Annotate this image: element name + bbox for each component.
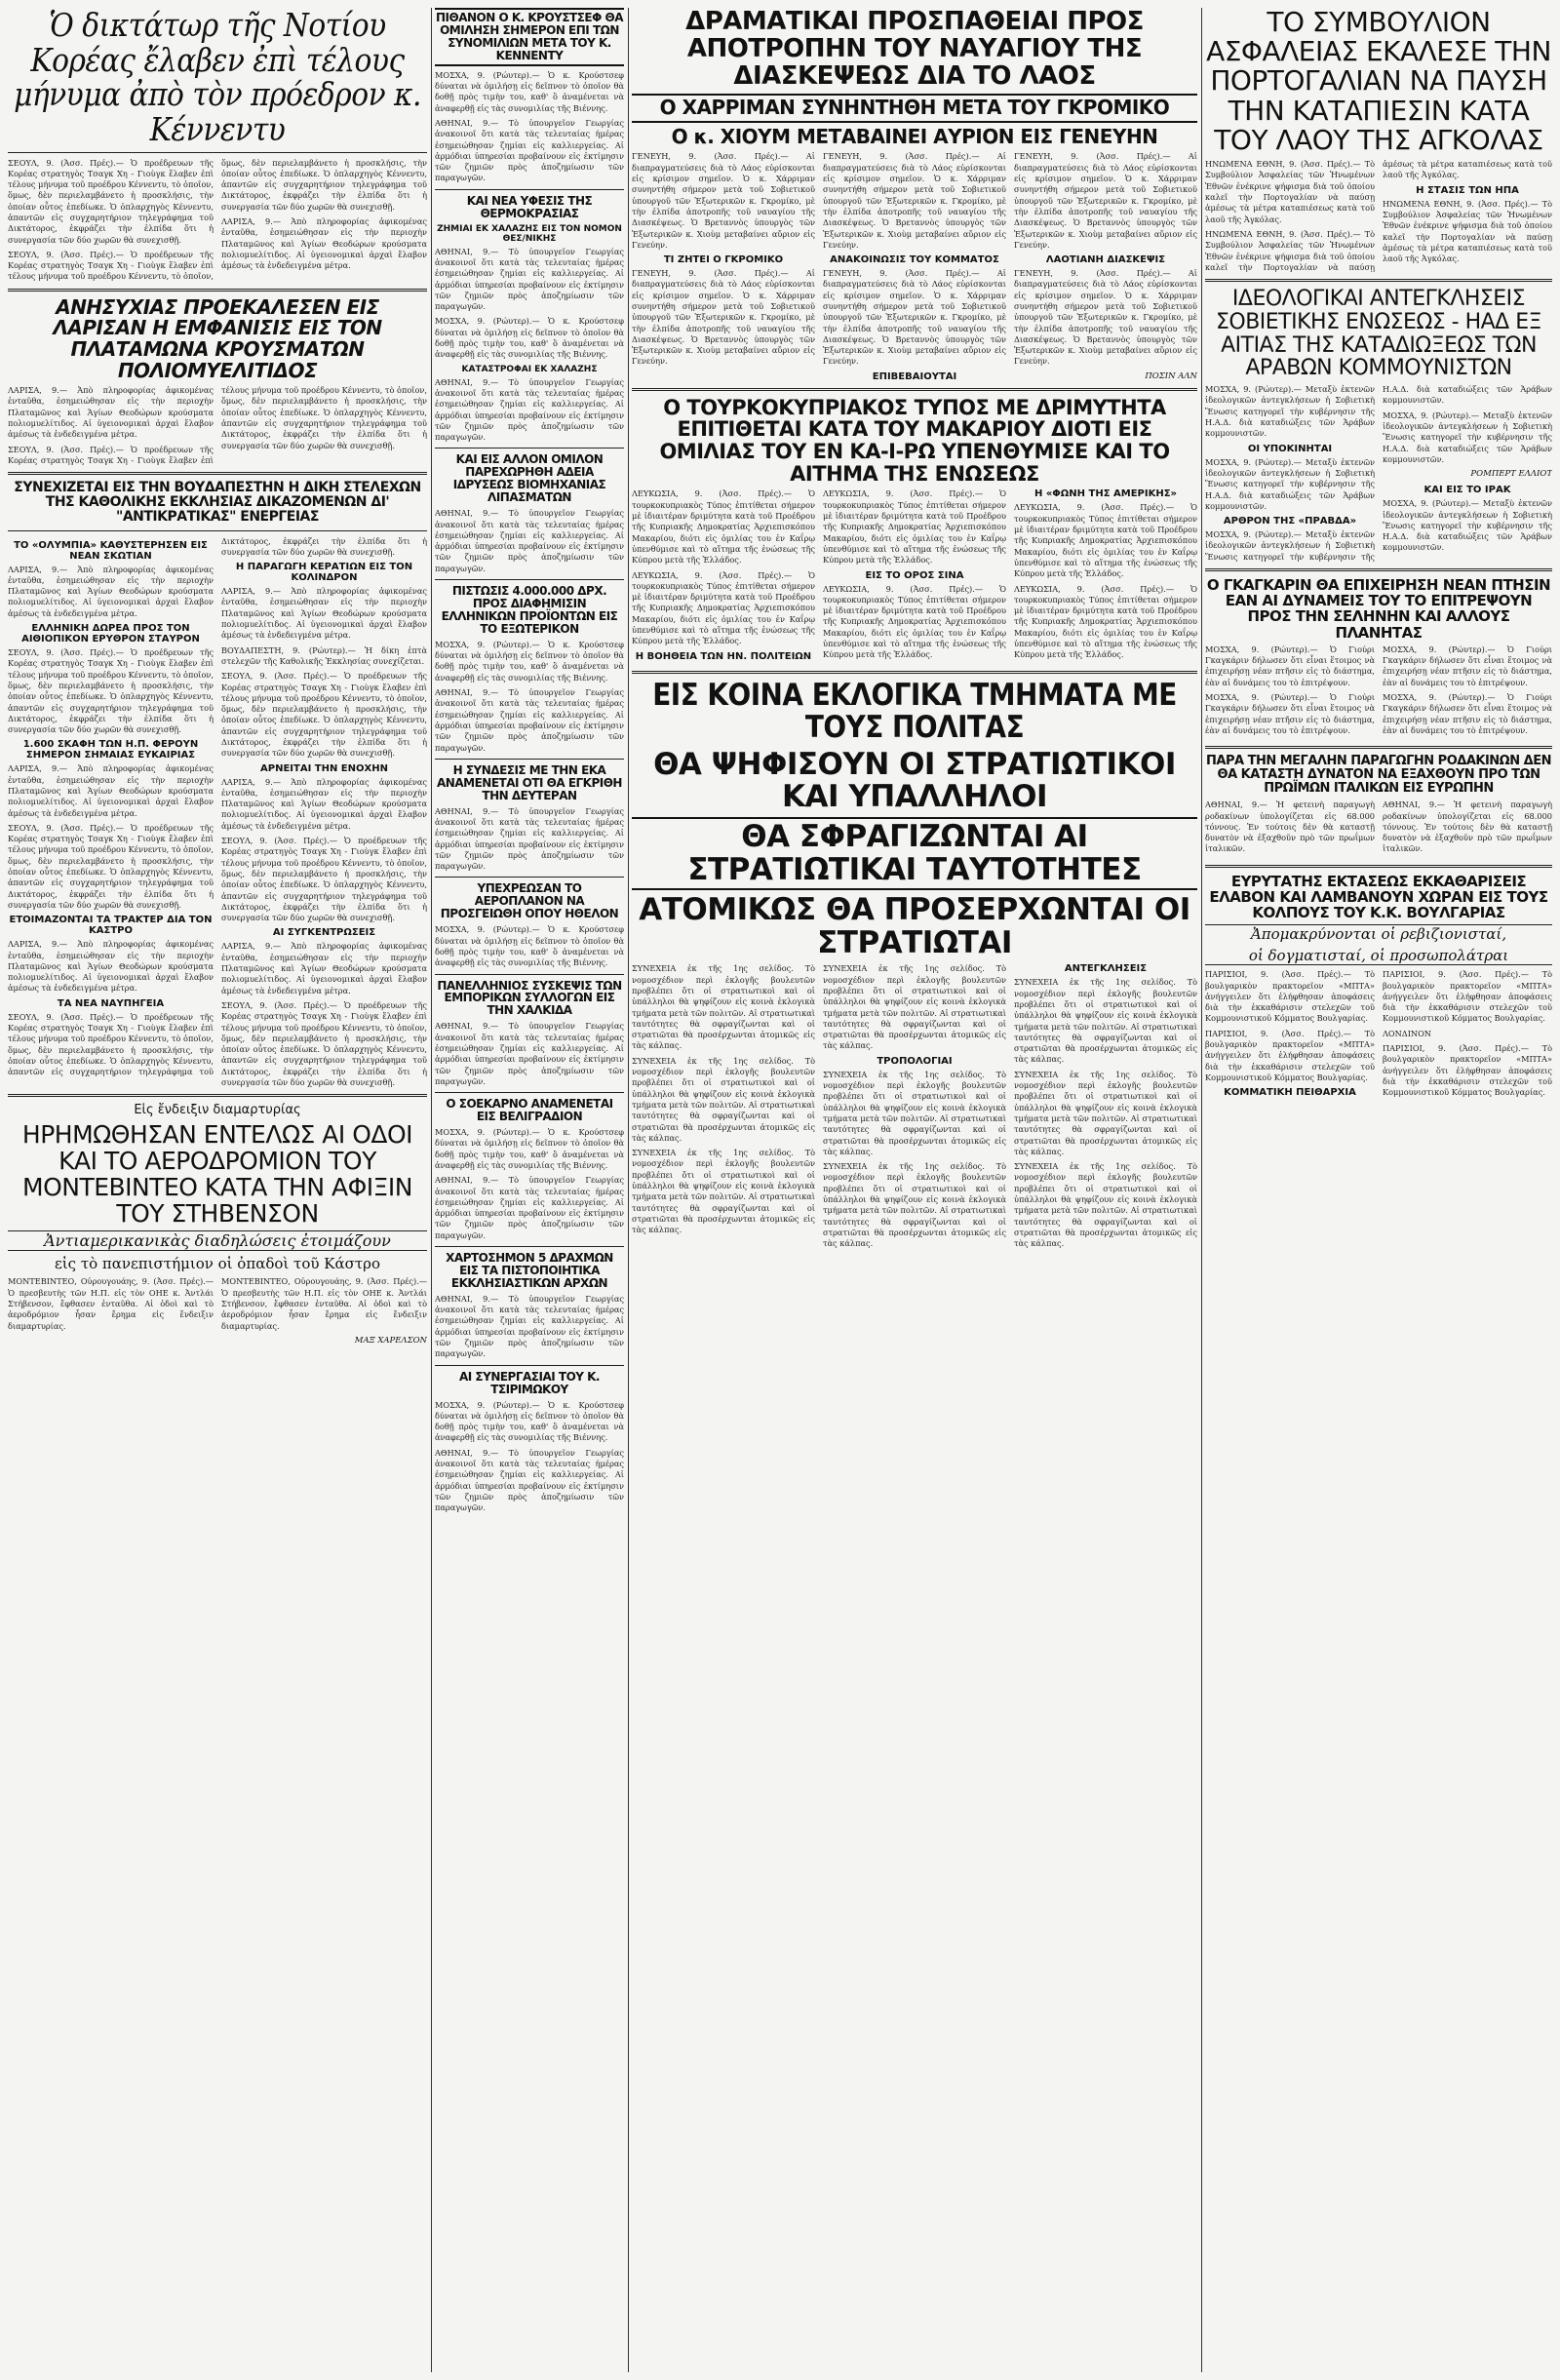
party-subhead: ΑΝΑΚΟΙΝΩΣΙΣ ΤΟΥ ΚΟΜΜΑΤΟΣ: [830, 254, 999, 266]
shipyards-text: ΣΕΟΥΛ, 9. (Ἀσσ. Πρές).— Ὁ προέδρευων τῆς Κορέας στρατηγὸς Τσαγκ Χη - Γιοὺγκ ἔλαβεν ἐπὶ τέλους μήνυμα τοῦ προέδρου Κέννεντυ, τὸ ὁποῖον, ὅμως, δὲν περιελαμβάνετο ἡ προσκλήσις, τὴν ὁποίαν οὗτος ἐπεδίωκε. Ὁ ὁπλαρχηγὸς Κέννεντυ, ἀπαντῶν εἰς συγχαρητήριον τηλεγράφημα τοῦ Δικτάτορος, ἐκφράζει τὴν ἐλπίδα ὅτι ἡ συνεργασία τῶν δύο χωρῶν θὰ συνεχισθῇ.: [8, 535, 427, 1077]
temperature-text: ΑΘΗΝΑΙ, 9.— Τὸ ὑπουργεῖον Γεωργίας ἀνακοινοῖ ὅτι κατὰ τὰς τελευταίας ἡμέρας ἐσημειώθησαν ζημίαι εἰς καλλιεργείας. Αἱ ἁρμόδιαι ὑπηρεσίαι προβαίνουν εἰς ἐκτίμησιν τῶν ζημιῶν πρὸς ἀποζημίωσιν τῶν παραγωγῶν.: [435, 246, 624, 312]
pravda-subhead: ΑΡΘΡΟΝ ΤΗΣ «ΠΡΑΒΔΑ»: [1223, 516, 1357, 527]
tractors-text: ΛΑΡΙΣΑ, 9.— Ἀπὸ πληροφορίας ἀφικομένας ἐνταῦθα, ἐσημειώθησαν εἰς τὴν περιοχὴν Πλαταμῶνος καὶ Ἁγίων Θεοδώρων κρούσματα πολιομυελίτιδος. Αἱ ὑγειονομικαὶ ἀρχαὶ ἔλαβον ἀμέσως τὰ ἐνδεδειγμένα μέτρα.: [8, 939, 214, 994]
confirmed-subhead: ΕΠΙΒΕΒΑΙΟΥΤΑΙ: [872, 371, 957, 382]
column-rule: [1201, 8, 1202, 2372]
purges-text-3: ΠΑΡΙΣΙΟΙ, 9. (Ἀσσ. Πρές).— Τὸ βουλγαρικὸν πρακτορεῖον «ΜΠΤΑ» ἀνήγγειλεν ὅτι ἐλήφθησαν ἀποφάσεις διὰ τὴν ἐκκαθάρισιν στελεχῶν τοῦ Κομμουνιστικοῦ Κόμματος Βουλγαρίας.: [1383, 1043, 1552, 1098]
column-rule: [628, 8, 629, 2372]
divider: [8, 152, 427, 153]
news-briefs: [8, 536, 427, 1089]
denies-text: ΛΑΡΙΣΑ, 9.— Ἀπὸ πληροφορίας ἀφικομένας ἐνταῦθα, ἐσημειώθησαν εἰς τὴν περιοχὴν Πλαταμῶνος καὶ Ἁγίων Θεοδώρων κρούσματα πολιομυελίτιδος. Αἱ ὑγειονομικαὶ ἀρχαὶ ἔλαβον ἀμέσως τὰ ἐνδεδειγμένα μέτρα.: [221, 776, 427, 831]
accusations-subhead: ΑΝΤΕΓΚΛΗΣΕΙΣ: [1064, 963, 1148, 975]
angola-text: ΗΝΩΜΕΝΑ ΕΘΝΗ, 9. (Ἀσσ. Πρές).— Τὸ Συμβούλιον Ἀσφαλείας τῶν Ἡνωμένων Ἐθνῶν ἐνέκρινε ψήφισμα διὰ τοῦ ὁποίου καλεῖ τὴν Πορτογαλίαν νὰ παύσῃ ἀμέσως τὰ μέτρα καταπιέσεως κατὰ τοῦ λαοῦ τῆς Ἀγκόλας.: [1205, 159, 1375, 224]
stamp-headline: ΧΑΡΤΟΣΗΜΟΝ 5 ΔΡΑΧΜΩΝ ΕΙΣ ΤΑ ΠΙΣΤΟΠΟΙΗΤΙΚΑ ΕΚΚΛΗΣΙΑΣΤΙΚΩΝ ΑΡΧΩΝ: [446, 1251, 613, 1290]
makarios-text-2: ΛΕΥΚΩΣΙΑ, 9. (Ἀσσ. Πρές).— Ὁ τουρκοκυπριακὸς Τύπος ἐπιτίθεται σήμερον μὲ ἰδιαιτέραν δριμύτητα κατὰ τοῦ Προέδρου τῆς Κυπριακῆς Δημοκρατίας Ἀρχιεπισκόπου Μακαρίου, διότι εἰς ὁμιλίας του ἐν Καΐρῳ ὑπενθύμισε καὶ τὸ αἴτημα τῆς ἑνώσεως τῆς Κύπρου μετὰ τῆς Ἑλλάδος.: [632, 569, 815, 646]
divider: [435, 189, 624, 190]
olympia-text: ΛΑΡΙΣΑ, 9.— Ἀπὸ πληροφορίας ἀφικομένας ἐνταῦθα, ἐσημειώθησαν εἰς τὴν περιοχὴν Πλαταμῶνος καὶ Ἁγίων Θεοδώρων κρούσματα πολιομυελίτιδος. Αἱ ὑγειονομικαὶ ἀρχαὶ ἔλαβον ἀμέσως τὰ ἐνδεδειγμένα μέτρα.: [8, 564, 214, 618]
shipyards-subhead: ΤΑ ΝΕΑ ΝΑΥΠΗΓΕΙΑ: [57, 997, 165, 1009]
credit-headline: ΠΙΣΤΩΣΙΣ 4.000.000 ΔΡΧ. ΠΡΟΣ ΔΙΑΦΗΜΙΣΙΝ ΕΛΛΗΝΙΚΩΝ ΠΡΟΪΟΝΤΩΝ ΕΙΣ ΤΟ ΕΞΩΤΕΡΙΚΟΝ: [441, 584, 618, 636]
ideological-text: ΜΟΣΧΑ, 9. (Ρώυτερ).— Μεταξὺ ἐκτενῶν ἰδεολογικῶν ἀντεγκλήσεων ἡ Σοβιετικὴ Ἕνωσις κατηγορεῖ τὴν κυβέρνησιν τῆς Η.Α.Δ. διὰ καταδιώξεις τῶν Ἀράβων κομμουνιστῶν.: [1205, 384, 1375, 439]
trial-text: ΒΟΥΔΑΠΕΣΤΗ, 9. (Ρώυτερ).— Ἡ δίκη ἐπτὰ στελεχῶν τῆς Καθολικῆς Ἐκκλησίας συνεχίζεται.: [221, 644, 427, 666]
laotian-conference-text: ΓΕΝΕΥΗ, 9. (Ἀσσ. Πρές).— Αἱ διαπραγματεύσεις διὰ τὸ Λάος εὑρίσκονται εἰς κρίσιμον σημεῖον. Ὁ κ. Χάρριμαν συνηντήθη σήμερον μετὰ τοῦ Σοβιετικοῦ ὑπουργοῦ τῶν Ἐξωτερικῶν κ. Γκρομίκο, μὲ τὴν ἐλπίδα ἀποτροπῆς τοῦ ναυαγίου τῆς Διασκέψεως. Ὁ Βρεταννὸς ὑπουργὸς τῶν Ἐξωτερικῶν κ. Χιοὺμ μεταβαίνει αὔριον εἰς Γενεύην.: [1014, 268, 1197, 367]
divider: [1205, 865, 1552, 868]
fertilizer-text: ΑΘΗΝΑΙ, 9.— Τὸ ὑπουργεῖον Γεωργίας ἀνακοινοῖ ὅτι κατὰ τὰς τελευταίας ἡμέρας ἐσημειώθησαν ζημίαι εἰς καλλιεργείας. Αἱ ἁρμόδιαι ὑπηρεσίαι προβαίνουν εἰς ἐκτίμησιν τῶν ζημιῶν πρὸς ἀποζημίωσιν τῶν παραγωγῶν.: [435, 508, 624, 573]
hail-disasters-subhead: ΚΑΤΑΣΤΡΟΦΑΙ ΕΚ ΧΑΛΑΖΗΣ: [461, 364, 598, 374]
khrushchev-headline: ΠΙΘΑΝΟΝ Ο Κ. ΚΡΟΥΣΤΣΕΦ ΘΑ ΟΜΙΛΗΣΗ ΣΗΜΕΡΟΝ ΕΠΙ ΤΩΝ ΣΥΝΟΜΙΛΙΩΝ ΜΕΤΑ ΤΟΥ Κ. ΚΕΝΝΕΝΤΥ: [435, 8, 624, 66]
us-aid-text: ΛΕΥΚΩΣΙΑ, 9. (Ἀσσ. Πρές).— Ὁ τουρκοκυπριακὸς Τύπος ἐπιτίθεται σήμερον μὲ ἰδιαιτέραν δριμύτητα κατὰ τοῦ Προέδρου τῆς Κυπριακῆς Δημοκρατίας Ἀρχιεπισκόπου Μακαρίου, διότι εἰς ὁμιλίας του ἐν Καΐρῳ ὑπενθύμισε καὶ τὸ αἴτημα τῆς ἑνώσεως τῆς Κύπρου μετὰ τῆς Ἑλλάδος.: [823, 488, 1006, 566]
tsirimokos-text: ΜΟΣΧΑ, 9. (Ρώυτερ).— Ὁ κ. Κρούστσεφ δύναται νὰ ὁμιλήσῃ εἰς δεῖπνον τὸ ὁποῖον θὰ δοθῇ πρὸς τιμὴν του, καθ' ὃ ἀναμένεται νὰ ἀναφερθῇ εἰς τὰς συνομιλίας τῆς Βιέννης.: [435, 1399, 624, 1443]
airplane-text: ΜΟΣΧΑ, 9. (Ρώυτερ).— Ὁ κ. Κρούστσεφ δύναται νὰ ὁμιλήσῃ εἰς δεῖπνον τὸ ὁποῖον θὰ δοθῇ πρὸς τιμὴν του, καθ' ὃ ἀναμένεται νὰ ἀναφερθῇ εἰς τὰς συνομιλίας τῆς Βιέννης.: [435, 924, 624, 968]
usa-stance-subhead: Η ΣΤΑΣΙΣ ΤΩΝ ΗΠΑ: [1416, 184, 1519, 196]
credit-text: ΜΟΣΧΑ, 9. (Ρώυτερ).— Ὁ κ. Κρούστσεφ δύναται νὰ ὁμιλήσῃ εἰς δεῖπνον τὸ ὁποῖον θὰ δοθῇ πρὸς τιμὴν του, καθ' ὃ ἀναμένεται νὰ ἀναφερθῇ εἰς τὰς συνομιλίας τῆς Βιέννης.: [435, 639, 624, 683]
denies-text-2: ΣΕΟΥΛ, 9. (Ἀσσ. Πρές).— Ὁ προέδρευων τῆς Κορέας στρατηγὸς Τσαγκ Χη - Γιοὺγκ ἔλαβεν ἐπὶ τέλους μήνυμα τοῦ προέδρου Κέννεντυ, τὸ ὁποῖον, ὅμως, δὲν περιελαμβάνετο ἡ προσκλήσις, τὴν ὁποίαν οὗτος ἐπεδίωκε. Ὁ ὁπλαρχηγὸς Κέννεντυ, ἀπαντῶν εἰς συγχαρητήριον τηλεγράφημα τοῦ Δικτάτορος, ἐκφράζει τὴν ἐλπίδα ὅτι ἡ συνεργασία τῶν δύο χωρῶν θὰ συνεχισθῇ.: [221, 836, 427, 923]
lead-headline: Ὁ δικτάτωρ τῆς Νοτίου Κορέας ἔλαβεν ἐπὶ τέλους μήνυμα ἀπὸ τὸν πρόεδρον κ. Κέννεντυ: [14, 8, 421, 148]
election-text-5: ΣΥΝΕΧΕΙΑ ἐκ τῆς 1ης σελίδος. Τὸ νομοσχέδιον περὶ ἐκλογῆς βουλευτῶν προβλέπει ὅτι οἱ στρατιωτικοὶ καὶ οἱ ὑπάλληλοι θὰ ψηφίζουν εἰς κοινὰ ἐκλογικὰ τμήματα μετὰ τῶν πολιτῶν. Αἱ στρατιωτικαὶ ταυτότητες θὰ σφραγίζωνται καὶ οἱ στρατιῶται θὰ προσέρχωνται ἀτομικῶς εἰς τὰς κάλπας.: [823, 1161, 1006, 1249]
election-headline-4: ΑΤΟΜΙΚΩΣ ΘΑ ΠΡΟΣΕΡΧΩΝΤΑΙ ΟΙ ΣΤΡΑΤΙΩΤΑΙ: [639, 892, 1190, 960]
polio-article-text-2: ΣΕΟΥΛ, 9. (Ἀσσ. Πρές).— Ὁ προέδρευων τῆς Κορέας στρατηγὸς Τσαγκ Χη - Γιοὺγκ ἔλαβεν ἐπὶ τέλους μήνυμα τοῦ προέδρου Κέννεντυ, τὸ ὁποῖον, ὅμως, δὲν περιελαμβάνετο ἡ προσκλήσις, τὴν ὁποίαν οὗτος ἐπεδίωκε. Ὁ ὁπλαρχηγὸς Κέννεντυ, ἀπαντῶν εἰς συγχαρητήριον τηλεγράφημα τοῦ Δικτάτορος, ἐκφράζει τὴν ἐλπίδα ὅτι ἡ συνεργασία τῶν δύο χωρῶν θὰ συνεχισθῇ.: [8, 385, 427, 465]
column-4: [1205, 8, 1552, 2372]
purges-subhead-2: οἱ δογματισταί, οἱ προσωπολάτραι: [1205, 947, 1552, 965]
gromyko-text: ΓΕΝΕΥΗ, 9. (Ἀσσ. Πρές).— Αἱ διαπραγματεύσεις διὰ τὸ Λάος εὑρίσκονται εἰς κρίσιμον σημεῖον. Ὁ κ. Χάρριμαν συνηντήθη σήμερον μετὰ τοῦ Σοβιετικοῦ ὑπουργοῦ τῶν Ἐξωτερικῶν κ. Γκρομίκο, μὲ τὴν ἐλπίδα ἀποτροπῆς τοῦ ναυαγίου τῆς Διασκέψεως. Ὁ Βρεταννὸς ὑπουργὸς τῶν Ἐξωτερικῶν κ. Χιοὺμ μεταβαίνει αὔριον εἰς Γενεύην.: [632, 268, 815, 367]
montevideo-subhead-2: εἰς τὸ πανεπιστήμιον οἱ ὀπαδοὶ τοῦ Κάστρο: [55, 1255, 380, 1273]
gagarin-text-2: ΜΟΣΧΑ, 9. (Ρώυτερ).— Ὁ Γιούρι Γκαγκάριν δήλωσεν ὅτι εἶναι ἕτοιμος νὰ ἐπιχειρήσῃ νέαν πτῆσιν εἰς τὸ διάστημα, ἐὰν αἱ δυνάμεις του τὸ ἐπιτρέψουν.: [1205, 691, 1375, 735]
flags-text-2: ΣΕΟΥΛ, 9. (Ἀσσ. Πρές).— Ὁ προέδρευων τῆς Κορέας στρατηγὸς Τσαγκ Χη - Γιοὺγκ ἔλαβεν ἐπὶ τέλους μήνυμα τοῦ προέδρου Κέννεντυ, τὸ ὁποῖον, ὅμως, δὲν περιελαμβάνετο ἡ προσκλήσις, τὴν ὁποίαν οὗτος ἐπεδίωκε. Ὁ ὁπλαρχηγὸς Κέννεντυ, ἀπαντῶν εἰς συγχαρητήριον τηλεγράφημα τοῦ Δικτάτορος, ἐκφράζει τὴν ἐλπίδα ὅτι ἡ συνεργασία τῶν δύο χωρῶν θὰ συνεχισθῇ.: [8, 822, 214, 910]
lead-article-text-more: ΛΑΡΙΣΑ, 9.— Ἀπὸ πληροφορίας ἀφικομένας ἐνταῦθα, ἐσημειώθησαν εἰς τὴν περιοχὴν Πλαταμῶνος καὶ Ἁγίων Θεοδώρων κρούσματα πολιομυελίτιδος. Αἱ ὑγειονομικαὶ ἀρχαὶ ἔλαβον ἀμέσως τὰ ἐνδεδειγμένα μέτρα.: [221, 215, 427, 271]
lead-article-text: ΣΕΟΥΛ, 9. (Ἀσσ. Πρές).— Ὁ προέδρευων τῆς Κορέας στρατηγὸς Τσαγκ Χη - Γιοὺγκ ἔλαβεν ἐπὶ τέλους μήνυμα τοῦ προέδρου Κέννεντυ, τὸ ὁποῖον, ὅμως, δὲν περιελαμβάνετο ἡ προσκλήσις, τὴν ὁποίαν οὗτος ἐπεδίωκε. Ὁ ὁπλαρχηγὸς Κέννεντυ, ἀπαντῶν εἰς συγχαρητήριον τηλεγράφημα τοῦ Δικτάτορος, ἐκφράζει τὴν ἐλπίδα ὅτι ἡ συνεργασία τῶν δύο χωρῶν θὰ συνεχισθῇ.: [8, 157, 214, 245]
gatherings-subhead: ΑΙ ΣΥΓΚΕΝΤΡΩΣΕΙΣ: [272, 927, 376, 939]
security-council-headline: ΤΟ ΣΥΜΒΟΥΛΙΟΝ ΑΣΦΑΛΕΙΑΣ ΕΚΑΛΕΣΕ ΤΗΝ ΠΟΡΤΟΓΑΛΙΑΝ ΝΑ ΠΑΥΣΗ ΤΗΝ ΚΑΤΑΠΙΕΣΙΝ ΚΑΤΑ ΤΟΥ ΛΑΟΥ ΤΗΣ ΑΓΚΟΛΑΣ: [1206, 8, 1551, 156]
election-text-2: ΣΥΝΕΧΕΙΑ ἐκ τῆς 1ης σελίδος. Τὸ νομοσχέδιον περὶ ἐκλογῆς βουλευτῶν προβλέπει ὅτι οἱ στρατιωτικοὶ καὶ οἱ ὑπάλληλοι θὰ ψηφίζουν εἰς κοινὰ ἐκλογικὰ τμήματα μετὰ τῶν πολιτῶν. Αἱ στρατιωτικαὶ ταυτότητες θὰ σφραγίζωνται καὶ οἱ στρατιῶται θὰ προσέρχωνται ἀτομικῶς εἰς τὰς κάλπας.: [632, 1055, 815, 1143]
column-rule: [431, 8, 432, 2372]
peaches-text-2: ΑΘΗΝΑΙ, 9.— Ἡ φετεινὴ παραγωγὴ ροδακίνων ὑπολογίζεται εἰς 68.000 τόννους. Ἐν τούτοις δὲν θὰ καταστῇ δυνατὸν νὰ ἐξαχθοῦν πρὸ τῶν πρωΐμων ἰταλικῶν.: [1383, 800, 1552, 854]
accusations-text-2: ΣΥΝΕΧΕΙΑ ἐκ τῆς 1ης σελίδος. Τὸ νομοσχέδιον περὶ ἐκλογῆς βουλευτῶν προβλέπει ὅτι οἱ στρατιωτικοὶ καὶ οἱ ὑπάλληλοι θὰ ψηφίζουν εἰς κοινὰ ἐκλογικὰ τμήματα μετὰ τῶν πολιτῶν. Αἱ στρατιωτικαὶ ταυτότητες θὰ σφραγίζωνται καὶ οἱ στρατιῶται θὰ προσέρχωνται ἀτομικῶς εἰς τὰς κάλπας.: [1014, 1069, 1197, 1156]
gagarin-article: [1205, 644, 1552, 740]
angola-text-2: ΗΝΩΜΕΝΑ ΕΘΝΗ, 9. (Ἀσσ. Πρές).— Τὸ Συμβούλιον Ἀσφαλείας τῶν Ἡνωμένων Ἐθνῶν ἐνέκρινε ψήφισμα διὰ τοῦ ὁποίου καλεῖ τὴν Πορτογαλίαν νὰ παύσῃ ἀμέσως τὰ μέτρα καταπιέσεως κατὰ τοῦ λαοῦ τῆς Ἀγκόλας.: [1205, 159, 1552, 272]
divider: [435, 1092, 624, 1093]
lead-article-text-continued: ΣΕΟΥΛ, 9. (Ἀσσ. Πρές).— Ὁ προέδρευων τῆς Κορέας στρατηγὸς Τσαγκ Χη - Γιοὺγκ ἔλαβεν ἐπὶ τέλους μήνυμα τοῦ προέδρου Κέννεντυ, τὸ ὁποῖον, ὅμως, δὲν περιελαμβάνετο ἡ προσκλήσις, τὴν ὁποίαν οὗτος ἐπεδίωκε. Ὁ ὁπλαρχηγὸς Κέννεντυ, ἀπαντῶν εἰς συγχαρητήριον τηλεγράφημα τοῦ Δικτάτορος, ἐκφράζει τὴν ἐλπίδα ὅτι ἡ συνεργασία τῶν δύο χωρῶν θὰ συνεχισθῇ.: [8, 157, 427, 282]
temperature-text-2: ΜΟΣΧΑ, 9. (Ρώυτερ).— Ὁ κ. Κρούστσεφ δύναται νὰ ὁμιλήσῃ εἰς δεῖπνον τὸ ὁποῖον θὰ δοθῇ πρὸς τιμὴν του, καθ' ὃ ἀναμένεται νὰ ἀναφερθῇ εἰς τὰς συνομιλίας τῆς Βιέννης.: [435, 316, 624, 360]
makarios-text-3: ΛΕΥΚΩΣΙΑ, 9. (Ἀσσ. Πρές).— Ὁ τουρκοκυπριακὸς Τύπος ἐπιτίθεται σήμερον μὲ ἰδιαιτέραν δριμύτητα κατὰ τοῦ Προέδρου τῆς Κυπριακῆς Δημοκρατίας Ἀρχιεπισκόπου Μακαρίου, διότι εἰς ὁμιλίας του ἐν Καΐρῳ ὑπενθύμισε καὶ τὸ αἴτημα τῆς ἑνώσεως τῆς Κύπρου μετὰ τῆς Ἑλλάδος.: [1014, 583, 1197, 660]
divider: [1205, 568, 1552, 571]
hume-subheadline: Ο κ. ΧΙΟΥΜ ΜΕΤΑΒΑΙΝΕΙ ΑΥΡΙΟΝ ΕΙΣ ΓΕΝΕΥΗΝ: [671, 124, 1158, 148]
merchants-text: ΑΘΗΝΑΙ, 9.— Τὸ ὑπουργεῖον Γεωργίας ἀνακοινοῖ ὅτι κατὰ τὰς τελευταίας ἡμέρας ἐσημειώθησαν ζημίαι εἰς καλλιεργείας. Αἱ ἁρμόδιαι ὑπηρεσίαι προβαίνουν εἰς ἐκτίμησιν τῶν ζημιῶν πρὸς ἀποζημίωσιν τῶν παραγωγῶν.: [435, 1021, 624, 1086]
discipline-text: ΠΑΡΙΣΙΟΙ, 9. (Ἀσσ. Πρές).— Τὸ βουλγαρικὸν πρακτορεῖον «ΜΠΤΑ» ἀνήγγειλεν ὅτι ἐλήφθησαν ἀποφάσεις διὰ τὴν ἐκκαθάρισιν στελεχῶν τοῦ Κομμουνιστικοῦ Κόμματος Βουλγαρίας.: [1383, 969, 1552, 1024]
confirmed-text: ΓΕΝΕΥΗ, 9. (Ἀσσ. Πρές).— Αἱ διαπραγματεύσεις διὰ τὸ Λάος εὑρίσκονται εἰς κρίσιμον σημεῖον. Ὁ κ. Χάρριμαν συνηντήθη σήμερον μετὰ τοῦ Σοβιετικοῦ ὑπουργοῦ τῶν Ἐξωτερικῶν κ. Γκρομίκο, μὲ τὴν ἐλπίδα ἀποτροπῆς τοῦ ναυαγίου τῆς Διασκέψεως. Ὁ Βρεταννὸς ὑπουργὸς τῶν Ἐξωτερικῶν κ. Χιοὺμ μεταβαίνει αὔριον εἰς Γενεύην.: [1014, 151, 1197, 250]
denies-subhead: ΑΡΝΕΙΤΑΙ ΤΗΝ ΕΝΟΧΗΝ: [260, 762, 388, 774]
divider: [435, 579, 624, 580]
us-aid-subhead: Η ΒΟΗΘΕΙΑ ΤΩΝ ΗΝ. ΠΟΛΙΤΕΙΩΝ: [635, 650, 812, 662]
makarios-headline: Ο ΤΟΥΡΚΟΚΥΠΡΙΑΚΟΣ ΤΥΠΟΣ ΜΕ ΔΡΙΜΥΤΗΤΑ ΕΠΙΤΙΘΕΤΑΙ ΚΑΤΑ ΤΟΥ ΜΑΚΑΡΙΟΥ ΔΙΟΤΙ ΕΙΣ ΟΜΙΛΙΑΣ ΤΟΥ ΕΝ ΚΑ-Ι-ΡΩ ΥΠΕΝΘΥΜΙΣΕ ΚΑΙ ΤΟ ΑΙΤΗΜΑ ΤΗΣ ΕΝΩΣΕΩΣ: [659, 395, 1170, 486]
credit-text-2: ΑΘΗΝΑΙ, 9.— Τὸ ὑπουργεῖον Γεωργίας ἀνακοινοῖ ὅτι κατὰ τὰς τελευταίας ἡμέρας ἐσημειώθησαν ζημίαι εἰς καλλιεργείας. Αἱ ἁρμόδιαι ὑπηρεσίαι προβαίνουν εἰς ἐκτίμησιν τῶν ζημιῶν πρὸς ἀποζημίωσιν τῶν παραγωγῶν.: [435, 687, 624, 753]
sukarno-text-2: ΑΘΗΝΑΙ, 9.— Τὸ ὑπουργεῖον Γεωργίας ἀνακοινοῖ ὅτι κατὰ τὰς τελευταίας ἡμέρας ἐσημειώθησαν ζημίαι εἰς καλλιεργείας. Αἱ ἁρμόδιαι ὑπηρεσίαι προβαίνουν εἰς ἐκτίμησιν τῶν ζημιῶν πρὸς ἀποζημίωσιν τῶν παραγωγῶν.: [435, 1175, 624, 1240]
flags-subhead: 1.600 ΣΚΑΦΗ ΤΩΝ Η.Π. ΦΕΡΟΥΝ ΣΗΜΕΡΟΝ ΣΗΜΑΙΑΣ ΕΥΚΑΙΡΙΑΣ: [22, 739, 199, 761]
merchants-headline: ΠΑΝΕΛΛΗΝΙΟΣ ΣΥΣΚΕΨΙΣ ΤΩΝ ΕΜΠΟΡΙΚΩΝ ΣΥΛΛΟΓΩΝ ΕΙΣ ΤΗΝ ΧΑΛΚΙΔΑ: [437, 978, 622, 1018]
voa-subhead: Η «ΦΩΝΗ ΤΗΣ ΑΜΕΡΙΚΗΣ»: [1034, 488, 1177, 500]
tsirimokos-headline: ΑΙ ΣΥΝΕΡΓΑΣΙΑΙ ΤΟΥ Κ. ΤΣΙΡΙΜΩΚΟΥ: [459, 1369, 600, 1396]
flags-text: ΛΑΡΙΣΑ, 9.— Ἀπὸ πληροφορίας ἀφικομένας ἐνταῦθα, ἐσημειώθησαν εἰς τὴν περιοχὴν Πλαταμῶνος καὶ Ἁγίων Θεοδώρων κρούσματα πολιομυελίτιδος. Αἱ ὑγειονομικαὶ ἀρχαὶ ἔλαβον ἀμέσως τὰ ἐνδεδειγμένα μέτρα.: [8, 763, 214, 818]
divider: [435, 448, 624, 449]
laotian-conference-subhead: ΛΑΟΤΙΑΝΗ ΔΙΑΣΚΕΨΙΣ: [1045, 254, 1166, 266]
column-2: [435, 8, 624, 2372]
montevideo-article: [8, 1276, 427, 1345]
montevideo-kicker: Εἰς ἔνδειξιν διαμαρτυρίας: [134, 1103, 301, 1118]
sukarno-headline: Ο ΣΟΕΚΑΡΝΟ ΑΝΑΜΕΝΕΤΑΙ ΕΙΣ ΒΕΛΙΓΡΑΔΙΟΝ: [446, 1097, 613, 1124]
election-text-6: ΣΥΝΕΧΕΙΑ ἐκ τῆς 1ης σελίδος. Τὸ νομοσχέδιον περὶ ἐκλογῆς βουλευτῶν προβλέπει ὅτι οἱ στρατιωτικοὶ καὶ οἱ ὑπάλληλοι θὰ ψηφίζουν εἰς κοινὰ ἐκλογικὰ τμήματα μετὰ τῶν πολιτῶν. Αἱ στρατιωτικαὶ ταυτότητες θὰ σφραγίζωνται καὶ οἱ στρατιῶται θὰ προσέρχωνται ἀτομικῶς εἰς τὰς κάλπας.: [1014, 1161, 1197, 1249]
usa-stance-text: ΗΝΩΜΕΝΑ ΕΘΝΗ, 9. (Ἀσσ. Πρές).— Τὸ Συμβούλιον Ἀσφαλείας τῶν Ἡνωμένων Ἐθνῶν ἐνέκρινε ψήφισμα διὰ τοῦ ὁποίου καλεῖ τὴν Πορτογαλίαν νὰ παύσῃ ἀμέσως τὰ μέτρα καταπιέσεως κατὰ τοῦ λαοῦ τῆς Ἀγκόλας.: [1383, 198, 1552, 264]
donation-text: ΣΕΟΥΛ, 9. (Ἀσσ. Πρές).— Ὁ προέδρευων τῆς Κορέας στρατηγὸς Τσαγκ Χη - Γιοὺγκ ἔλαβεν ἐπὶ τέλους μήνυμα τοῦ προέδρου Κέννεντυ, τὸ ὁποῖον, ὅμως, δὲν περιελαμβάνετο ἡ προσκλήσις, τὴν ὁποίαν οὗτος ἐπεδίωκε. Ὁ ὁπλαρχηγὸς Κέννεντυ, ἀπαντῶν εἰς συγχαρητήριον τηλεγράφημα τοῦ Δικτάτορος, ἐκφράζει τὴν ἐλπίδα ὅτι ἡ συνεργασία τῶν δύο χωρῶν θὰ συνεχισθῇ.: [8, 647, 214, 735]
carob-text: ΛΑΡΙΣΑ, 9.— Ἀπὸ πληροφορίας ἀφικομένας ἐνταῦθα, ἐσημειώθησαν εἰς τὴν περιοχὴν Πλαταμῶνος καὶ Ἁγίων Θεοδώρων κρούσματα πολιομυελίτιδος. Αἱ ὑγειονομικαὶ ἀρχαὶ ἔλαβον ἀμέσως τὰ ἐνδεδειγμένα μέτρα.: [221, 586, 427, 641]
peaches-headline: ΠΑΡΑ ΤΗΝ ΜΕΓΑΛΗΝ ΠΑΡΑΓΩΓΗΝ ΡΟΔΑΚΙΝΩΝ ΔΕΝ ΘΑ ΚΑΤΑΣΤΗ ΔΥΝΑΤΟΝ ΝΑ ΕΞΑΧΘΟΥΝ ΠΡΟ ΤΩΝ ΠΡΩΪΜΩΝ ΙΤΑΛΙΚΩΝ ΕΙΣ ΕΥΡΩΠΗΝ: [1206, 754, 1551, 797]
amendments-subhead: ΤΡΟΠΟΛΟΓΙΑΙ: [877, 1055, 953, 1067]
instigators-text: ΜΟΣΧΑ, 9. (Ρώυτερ).— Μεταξὺ ἐκτενῶν ἰδεολογικῶν ἀντεγκλήσεων ἡ Σοβιετικὴ Ἕνωσις κατηγορεῖ τὴν κυβέρνησιν τῆς Η.Α.Δ. διὰ καταδιώξεις τῶν Ἀράβων κομμουνιστῶν.: [1205, 456, 1375, 511]
party-text: ΓΕΝΕΥΗ, 9. (Ἀσσ. Πρές).— Αἱ διαπραγματεύσεις διὰ τὸ Λάος εὑρίσκονται εἰς κρίσιμον σημεῖον. Ὁ κ. Χάρριμαν συνηντήθη σήμερον μετὰ τοῦ Σοβιετικοῦ ὑπουργοῦ τῶν Ἐξωτερικῶν κ. Γκρομίκο, μὲ τὴν ἐλπίδα ἀποτροπῆς τοῦ ναυαγίου τῆς Διασκέψεως. Ὁ Βρεταννὸς ὑπουργὸς τῶν Ἐξωτερικῶν κ. Χιοὺμ μεταβαίνει αὔριον εἰς Γενεύην.: [823, 268, 1006, 367]
iraq-subhead: ΚΑΙ ΕΙΣ ΤΟ ΙΡΑΚ: [1424, 485, 1511, 496]
angola-article: [1205, 159, 1552, 273]
gagarin-headline: Ο ΓΚΑΓΚΑΡΙΝ ΘΑ ΕΠΙΧΕΙΡΗΣΗ ΝΕΑΝ ΠΤΗΣΙΝ ΕΑΝ ΑΙ ΔΥΝΑΜΕΙΣ ΤΟΥ ΤΟ ΕΠΙΤΡΕΨΟΥΝ ΠΡΟΣ ΤΗΝ ΣΕΛΗΝΗΝ ΚΑΙ ΑΛΛΟΥΣ ΠΛΑΝΗΤΑΣ: [1206, 576, 1551, 642]
tsirimokos-text-2: ΑΘΗΝΑΙ, 9.— Τὸ ὑπουργεῖον Γεωργίας ἀνακοινοῖ ὅτι κατὰ τὰς τελευταίας ἡμέρας ἐσημειώθησαν ζημίαι εἰς καλλιεργείας. Αἱ ἁρμόδιαι ὑπηρεσίαι προβαίνουν εἰς ἐκτίμησιν τῶν ζημιῶν πρὸς ἀποζημίωσιν τῶν παραγωγῶν.: [435, 1447, 624, 1513]
khrushchev-text: ΜΟΣΧΑ, 9. (Ρώυτερ).— Ὁ κ. Κρούστσεφ δύναται νὰ ὁμιλήσῃ εἰς δεῖπνον τὸ ὁποῖον θὰ δοθῇ πρὸς τιμὴν του, καθ' ὃ ἀναμένεται νὰ ἀναφερθῇ εἰς τὰς συνομιλίας τῆς Βιέννης.: [435, 69, 624, 113]
laos-text-2: ΓΕΝΕΥΗ, 9. (Ἀσσ. Πρές).— Αἱ διαπραγματεύσεις διὰ τὸ Λάος εὑρίσκονται εἰς κρίσιμον σημεῖον. Ὁ κ. Χάρριμαν συνηντήθη σήμερον μετὰ τοῦ Σοβιετικοῦ ὑπουργοῦ τῶν Ἐξωτερικῶν κ. Γκρομίκο, μὲ τὴν ἐλπίδα ἀποτροπῆς τοῦ ναυαγίου τῆς Διασκέψεως. Ὁ Βρεταννὸς ὑπουργὸς τῶν Ἐξωτερικῶν κ. Χιοὺμ μεταβαίνει αὔριον εἰς Γενεύην.: [823, 151, 1006, 250]
divider: [435, 974, 624, 975]
gagarin-text: ΜΟΣΧΑ, 9. (Ρώυτερ).— Ὁ Γιούρι Γκαγκάριν δήλωσεν ὅτι εἶναι ἕτοιμος νὰ ἐπιχειρήσῃ νέαν πτῆσιν εἰς τὸ διάστημα, ἐὰν αἱ δυνάμεις του τὸ ἐπιτρέψουν.: [1205, 644, 1375, 687]
tractors-subhead: ΕΤΟΙΜΑΖΟΝΤΑΙ ΤΑ ΤΡΑΚΤΕΡ ΔΙΑ ΤΟΝ ΚΑΣΤΡΟ: [9, 915, 213, 937]
polio-article-text: ΛΑΡΙΣΑ, 9.— Ἀπὸ πληροφορίας ἀφικομένας ἐνταῦθα, ἐσημειώθησαν εἰς τὴν περιοχὴν Πλαταμῶνος καὶ Ἁγίων Θεοδώρων κρούσματα πολιομυελίτιδος. Αἱ ὑγειονομικαὶ ἀρχαὶ ἔλαβον ἀμέσως τὰ ἐνδεδειγμένα μέτρα.: [8, 385, 214, 440]
discipline-subhead: ΚΟΜΜΑΤΙΚΗ ΠΕΙΘΑΡΧΙΑ: [1224, 1087, 1356, 1099]
sinai-text: ΛΕΥΚΩΣΙΑ, 9. (Ἀσσ. Πρές).— Ὁ τουρκοκυπριακὸς Τύπος ἐπιτίθεται σήμερον μὲ ἰδιαιτέραν δριμύτητα κατὰ τοῦ Προέδρου τῆς Κυπριακῆς Δημοκρατίας Ἀρχιεπισκόπου Μακαρίου, διότι εἰς ὁμιλίας του ἐν Καΐρῳ ὑπενθύμισε καὶ τὸ αἴτημα τῆς ἑνώσεως τῆς Κύπρου μετὰ τῆς Ἑλλάδος.: [823, 583, 1006, 660]
pravda-text-2: ΜΟΣΧΑ, 9. (Ρώυτερ).— Μεταξὺ ἐκτενῶν ἰδεολογικῶν ἀντεγκλήσεων ἡ Σοβιετικὴ Ἕνωσις κατηγορεῖ τὴν κυβέρνησιν τῆς Η.Α.Δ. διὰ καταδιώξεις τῶν Ἀράβων κομμουνιστῶν.: [1383, 410, 1552, 464]
gagarin-text-4: ΜΟΣΧΑ, 9. (Ρώυτερ).— Ὁ Γιούρι Γκαγκάριν δήλωσεν ὅτι εἶναι ἕτοιμος νὰ ἐπιχειρήσῃ νέαν πτῆσιν εἰς τὸ διάστημα, ἐὰν αἱ δυνάμεις του τὸ ἐπιτρέψουν.: [1383, 691, 1552, 735]
khrushchev-text-2: ΑΘΗΝΑΙ, 9.— Τὸ ὑπουργεῖον Γεωργίας ἀνακοινοῖ ὅτι κατὰ τὰς τελευταίας ἡμέρας ἐσημειώθησαν ζημίαι εἰς καλλιεργείας. Αἱ ἁρμόδιαι ὑπηρεσίαι προβαίνουν εἰς ἐκτίμησιν τῶν ζημιῶν πρὸς ἀποζημίωσιν τῶν παραγωγῶν.: [435, 118, 624, 183]
election-headline-1: ΕΙΣ ΚΟΙΝΑ ΕΚΛΟΓΙΚΑ ΤΜΗΜΑΤΑ ΜΕ ΤΟΥΣ ΠΟΛΙΤΑΣ: [652, 677, 1177, 746]
montevideo-text: ΜΟΝΤΕΒΙΝΤΕΟ, Οὐρουγουάης, 9. (Ἀσσ. Πρές).— Ὁ πρεσβευτὴς τῶν Η.Π. εἰς τὸν ΟΗΕ κ. Ἀντλάι Στήβενσον, ἔφθασεν ἐνταῦθα. Αἱ ὁδοὶ καὶ τὸ ἀεροδρόμιον ἦσαν ἔρημα εἰς ἔνδειξιν διαμαρτυρίας.: [8, 1276, 214, 1331]
gromyko-subhead: ΤΙ ΖΗΤΕΙ Ο ΓΚΡΟΜΙΚΟ: [663, 254, 784, 266]
divider: [8, 530, 427, 531]
airplane-headline: ΥΠΕΧΡΕΩΣΑΝ ΤΟ ΑΕΡΟΠΛΑΝΟΝ ΝΑ ΠΡΟΣΓΕΙΩΘΗ ΟΠΟΥ ΗΘΕΛΟΝ: [440, 881, 619, 921]
divider: [632, 671, 1197, 674]
purges-subhead-1: Ἀπομακρύνονται οἱ ρεβιζιονισταί,: [1205, 924, 1552, 943]
election-text: ΣΥΝΕΧΕΙΑ ἐκ τῆς 1ης σελίδος. Τὸ νομοσχέδιον περὶ ἐκλογῆς βουλευτῶν προβλέπει ὅτι οἱ στρατιωτικοὶ καὶ οἱ ὑπάλληλοι θὰ ψηφίζουν εἰς κοινὰ ἐκλογικὰ τμήματα μετὰ τῶν πολιτῶν. Αἱ στρατιωτικαὶ ταυτότητες θὰ σφραγίζωνται καὶ οἱ στρατιῶται θὰ προσέρχωνται ἀτομικῶς εἰς τὰς κάλπας.: [632, 963, 815, 1051]
gagarin-text-3: ΜΟΣΧΑ, 9. (Ρώυτερ).— Ὁ Γιούρι Γκαγκάριν δήλωσεν ὅτι εἶναι ἕτοιμος νὰ ἐπιχειρήσῃ νέαν πτῆσιν εἰς τὸ διάστημα, ἐὰν αἱ δυνάμεις του τὸ ἐπιτρέψουν.: [1383, 644, 1552, 687]
column-1: [8, 8, 427, 2372]
laos-credit: ΠΟΣΙΝ ΑΛΝ: [1145, 371, 1197, 381]
trial-text-2: ΣΕΟΥΛ, 9. (Ἀσσ. Πρές).— Ὁ προέδρευων τῆς Κορέας στρατηγὸς Τσαγκ Χη - Γιοὺγκ ἔλαβεν ἐπὶ τέλους μήνυμα τοῦ προέδρου Κέννεντυ, τὸ ὁποῖον, ὅμως, δὲν περιελαμβάνετο ἡ προσκλήσις, τὴν ὁποίαν οὗτος ἐπεδίωκε. Ὁ ὁπλαρχηγὸς Κέννεντυ, ἀπαντῶν εἰς συγχαρητήριον τηλεγράφημα τοῦ Δικτάτορος, ἐκφράζει τὴν ἐλπίδα ὅτι ἡ συνεργασία τῶν δύο χωρῶν θὰ συνεχισθῇ.: [221, 671, 427, 759]
eec-text: ΑΘΗΝΑΙ, 9.— Τὸ ὑπουργεῖον Γεωργίας ἀνακοινοῖ ὅτι κατὰ τὰς τελευταίας ἡμέρας ἐσημειώθησαν ζημίαι εἰς καλλιεργείας. Αἱ ἁρμόδιαι ὑπηρεσίαι προβαίνουν εἰς ἐκτίμησιν τῶν ζημιῶν πρὸς ἀποζημίωσιν τῶν παραγωγῶν.: [435, 805, 624, 872]
election-headline-2: ΘΑ ΨΗΦΙΣΟΥΝ ΟΙ ΣΤΡΑΤΙΩΤΙΚΟΙ ΚΑΙ ΥΠΑΛΛΗΛΟΙ: [653, 746, 1176, 815]
purges-article: [1205, 969, 1552, 1102]
voa-text: ΛΕΥΚΩΣΙΑ, 9. (Ἀσσ. Πρές).— Ὁ τουρκοκυπριακὸς Τύπος ἐπιτίθεται σήμερον μὲ ἰδιαιτέραν δριμύτητα κατὰ τοῦ Προέδρου τῆς Κυπριακῆς Δημοκρατίας Ἀρχιεπισκόπου Μακαρίου, διότι εἰς ὁμιλίας του ἐν Καΐρῳ ὑπενθύμισε καὶ τὸ αἴτημα τῆς ἑνώσεως τῆς Κύπρου μετὰ τῆς Ἑλλάδος.: [1014, 502, 1197, 579]
divider: [435, 1365, 624, 1366]
purges-text-2: ΠΑΡΙΣΙΟΙ, 9. (Ἀσσ. Πρές).— Τὸ βουλγαρικὸν πρακτορεῖον «ΜΠΤΑ» ἀνήγγειλεν ὅτι ἐλήφθησαν ἀποφάσεις διὰ τὴν ἐκκαθάρισιν στελεχῶν τοῦ Κομμουνιστικοῦ Κόμματος Βουλγαρίας.: [1205, 1028, 1375, 1082]
lead-article: [8, 158, 427, 283]
ideological-credit: ΡΟΜΠΕΡΤ ΕΛΛΙΟΤ: [1470, 469, 1552, 480]
divider: [435, 877, 624, 878]
pravda-text: ΜΟΣΧΑ, 9. (Ρώυτερ).— Μεταξὺ ἐκτενῶν ἰδεολογικῶν ἀντεγκλήσεων ἡ Σοβιετικὴ Ἕνωσις κατηγορεῖ τὴν κυβέρνησιν τῆς Η.Α.Δ. διὰ καταδιώξεις τῶν Ἀράβων κομμουνιστῶν.: [1205, 384, 1552, 562]
iraq-text: ΜΟΣΧΑ, 9. (Ρώυτερ).— Μεταξὺ ἐκτενῶν ἰδεολογικῶν ἀντεγκλήσεων ἡ Σοβιετικὴ Ἕνωσις κατηγορεῖ τὴν κυβέρνησιν τῆς Η.Α.Δ. διὰ καταδιώξεις τῶν Ἀράβων κομμουνιστῶν.: [1383, 498, 1552, 553]
polio-article: [8, 385, 427, 466]
hail-text: ΑΘΗΝΑΙ, 9.— Τὸ ὑπουργεῖον Γεωργίας ἀνακοινοῖ ὅτι κατὰ τὰς τελευταίας ἡμέρας ἐσημειώθησαν ζημίαι εἰς καλλιεργείας. Αἱ ἁρμόδιαι ὑπηρεσίαι προβαίνουν εἰς ἐκτίμησιν τῶν ζημιῶν πρὸς ἀποζημίωσιν τῶν παραγωγῶν.: [435, 376, 624, 443]
laos-headline: ΔΡΑΜΑΤΙΚΑΙ ΠΡΟΣΠΑΘΕΙΑΙ ΠΡΟΣ ΑΠΟΤΡΟΠΗΝ ΤΟΥ ΝΑΥΑΓΙΟΥ ΤΗΣ ΔΙΑΣΚΕΨΕΩΣ ΔΙΑ ΤΟ ΛΑΟΣ: [685, 8, 1144, 92]
donation-subhead: ΕΛΛΗΝΙΚΗ ΔΩΡΕΑ ΠΡΟΣ ΤΟΝ ΑΙΘΙΟΠΙΚΟΝ ΕΡΥΘΡΟΝ ΣΤΑΥΡΟΝ: [21, 623, 200, 645]
eec-headline: Η ΣΥΝΔΕΣΙΣ ΜΕ ΤΗΝ ΕΚΑ ΑΝΑΜΕΝΕΤΑΙ ΟΤΙ ΘΑ ΕΓΚΡΙΘΗ ΤΗΝ ΔΕΥΤΕΡΑΝ: [437, 762, 622, 802]
harriman-subheadline: Ο ΧΑΡΡΙΜΑΝ ΣΥΝΗΝΤΗΘΗ ΜΕΤΑ ΤΟΥ ΓΚΡΟΜΙΚΟ: [632, 94, 1197, 123]
olympia-subhead: ΤΟ «ΟΛΥΜΠΙΑ» ΚΑΘΥΣΤΕΡΗΣΕΝ ΕΙΣ ΝΕΑΝ ΣΚΩΤΙΑΝ: [14, 539, 208, 562]
election-text-3: ΣΥΝΕΧΕΙΑ ἐκ τῆς 1ης σελίδος. Τὸ νομοσχέδιον περὶ ἐκλογῆς βουλευτῶν προβλέπει ὅτι οἱ στρατιωτικοὶ καὶ οἱ ὑπάλληλοι θὰ ψηφίζουν εἰς κοινὰ ἐκλογικὰ τμήματα μετὰ τῶν πολιτῶν. Αἱ στρατιωτικαὶ ταυτότητες θὰ σφραγίζωνται καὶ οἱ στρατιῶται θὰ προσέρχωνται ἀτομικῶς εἰς τὰς κάλπας.: [632, 1148, 815, 1235]
montevideo-headline: ΗΡΗΜΩΘΗΣΑΝ ΕΝΤΕΛΩΣ ΑΙ ΟΔΟΙ ΚΑΙ ΤΟ ΑΕΡΟΔΡΟΜΙΟΝ ΤΟΥ ΜΟΝΤΕΒΙΝΤΕΟ ΚΑΤΑ ΤΗΝ ΑΦΙΞΙΝ ΤΟΥ ΣΤΗΒΕΝΣΟΝ: [21, 1120, 413, 1229]
accusations-text: ΣΥΝΕΧΕΙΑ ἐκ τῆς 1ης σελίδος. Τὸ νομοσχέδιον περὶ ἐκλογῆς βουλευτῶν προβλέπει ὅτι οἱ στρατιωτικοὶ καὶ οἱ ὑπάλληλοι θὰ ψηφίζουν εἰς κοινὰ ἐκλογικὰ τμήματα μετὰ τῶν πολιτῶν. Αἱ στρατιωτικαὶ ταυτότητες θὰ σφραγίζωνται καὶ οἱ στρατιῶται θὰ προσέρχωνται ἀτομικῶς εἰς τὰς κάλπας.: [1014, 977, 1197, 1065]
ideological-article: [1205, 384, 1552, 563]
instigators-subhead: ΟΙ ΥΠΟΚΙΝΗΤΑΙ: [1247, 443, 1333, 454]
peaches-article: [1205, 800, 1552, 858]
makarios-text: ΛΕΥΚΩΣΙΑ, 9. (Ἀσσ. Πρές).— Ὁ τουρκοκυπριακὸς Τύπος ἐπιτίθεται σήμερον μὲ ἰδιαιτέραν δριμύτητα κατὰ τοῦ Προέδρου τῆς Κυπριακῆς Δημοκρατίας Ἀρχιεπισκόπου Μακαρίου, διότι εἰς ὁμιλίας του ἐν Καΐρῳ ὑπενθύμισε καὶ τὸ αἴτημα τῆς ἑνώσεως τῆς Κύπρου μετὰ τῆς Ἑλλάδος.: [632, 488, 815, 566]
election-headline-3: ΘΑ ΣΦΡΑΓΙΖΩΝΤΑΙ ΑΙ ΣΤΡΑΤΙΩΤΙΚΑΙ ΤΑΥΤΟΤΗΤΕΣ: [632, 817, 1197, 890]
polio-headline: ΑΝΗΣΥΧΙΑΣ ΠΡΟΕΚΑΛΕΣΕΝ ΕΙΣ ΛΑΡΙΣΑΝ Η ΕΜΦΑΝΙΣΙΣ ΕΙΣ ΤΟΝ ΠΛΑΤΑΜΩΝΑ ΚΡΟΥΣΜΑΤΩΝ ΠΟΛΙΟΜΥΕΛΙΤΙΔΟΣ: [53, 294, 382, 382]
ideological-headline: ΙΔΕΟΛΟΓΙΚΑΙ ΑΝΤΕΓΚΛΗΣΕΙΣ ΣΟΒΙΕΤΙΚΗΣ ΕΝΩΣΕΩΣ - ΗΑΔ ΕΞ ΑΙΤΙΑΣ ΤΗΣ ΚΑΤΑΔΙΩΞΕΩΣ ΤΩΝ ΑΡΑΒΩΝ ΚΟΜΜΟΥΝΙΣΤΩΝ: [1215, 287, 1542, 381]
divider: [1205, 746, 1552, 749]
amendments-text: ΣΥΝΕΧΕΙΑ ἐκ τῆς 1ης σελίδος. Τὸ νομοσχέδιον περὶ ἐκλογῆς βουλευτῶν προβλέπει ὅτι οἱ στρατιωτικοὶ καὶ οἱ ὑπάλληλοι θὰ ψηφίζουν εἰς κοινὰ ἐκλογικὰ τμήματα μετὰ τῶν πολιτῶν. Αἱ στρατιωτικαὶ ταυτότητες θὰ σφραγίζωνται καὶ οἱ στρατιῶται θὰ προσέρχωνται ἀτομικῶς εἰς τὰς κάλπας.: [823, 1069, 1006, 1156]
divider: [8, 289, 427, 292]
laos-text: ΓΕΝΕΥΗ, 9. (Ἀσσ. Πρές).— Αἱ διαπραγματεύσεις διὰ τὸ Λάος εὑρίσκονται εἰς κρίσιμον σημεῖον. Ὁ κ. Χάρριμαν συνηντήθη σήμερον μετὰ τοῦ Σοβιετικοῦ ὑπουργοῦ τῶν Ἐξωτερικῶν κ. Γκρομίκο, μὲ τὴν ἐλπίδα ἀποτροπῆς τοῦ ναυαγίου τῆς Διασκέψεως. Ὁ Βρεταννὸς ὑπουργὸς τῶν Ἐξωτερικῶν κ. Χιοὺμ μεταβαίνει αὔριον εἰς Γενεύην.: [632, 151, 815, 250]
election-text-4: ΣΥΝΕΧΕΙΑ ἐκ τῆς 1ης σελίδος. Τὸ νομοσχέδιον περὶ ἐκλογῆς βουλευτῶν προβλέπει ὅτι οἱ στρατιωτικοὶ καὶ οἱ ὑπάλληλοι θὰ ψηφίζουν εἰς κοινὰ ἐκλογικὰ τμήματα μετὰ τῶν πολιτῶν. Αἱ στρατιωτικαὶ ταυτότητες θὰ σφραγίζωνται καὶ οἱ στρατιῶται θὰ προσέρχωνται ἀτομικῶς εἰς τὰς κάλπας.: [823, 963, 1006, 1051]
sinai-subhead: ΕΙΣ ΤΟ ΟΡΟΣ ΣΙΝΑ: [865, 569, 964, 581]
gatherings-text: ΛΑΡΙΣΑ, 9.— Ἀπὸ πληροφορίας ἀφικομένας ἐνταῦθα, ἐσημειώθησαν εἰς τὴν περιοχὴν Πλαταμῶνος καὶ Ἁγίων Θεοδώρων κρούσματα πολιομυελίτιδος. Αἱ ὑγειονομικαὶ ἀρχαὶ ἔλαβον ἀμέσως τὰ ἐνδεδειγμένα μέτρα.: [221, 941, 427, 995]
peaches-text: ΑΘΗΝΑΙ, 9.— Ἡ φετεινὴ παραγωγὴ ροδακίνων ὑπολογίζεται εἰς 68.000 τόννους. Ἐν τούτοις δὲν θὰ καταστῇ δυνατὸν νὰ ἐξαχθοῦν πρὸ τῶν πρωΐμων ἰταλικῶν.: [1205, 800, 1375, 854]
london-text: ΛΟΝΔΙΝΟΝ: [1383, 1028, 1431, 1038]
divider: [435, 759, 624, 760]
sukarno-text: ΜΟΣΧΑ, 9. (Ρώυτερ).— Ὁ κ. Κρούστσεφ δύναται νὰ ὁμιλήσῃ εἰς δεῖπνον τὸ ὁποῖον θὰ δοθῇ πρὸς τιμὴν του, καθ' ὃ ἀναμένεται νὰ ἀναφερθῇ εἰς τὰς συνομιλίας τῆς Βιέννης.: [435, 1127, 624, 1170]
divider: [632, 388, 1197, 391]
laos-article: [632, 151, 1197, 381]
montevideo-credit: ΜΑΞ ΧΑΡΕΛΣΟΝ: [354, 1335, 427, 1346]
column-3: [632, 8, 1197, 2372]
purges-headline: ΕΥΡΥΤΑΤΗΣ ΕΚΤΑΣΕΩΣ ΕΚΚΑΘΑΡΙΣΕΙΣ ΕΛΑΒΟΝ ΚΑΙ ΛΑΜΒΑΝΟΥΝ ΧΩΡΑΝ ΕΙΣ ΤΟΥΣ ΚΟΛΠΟΥΣ ΤΟΥ Κ.Κ. ΒΟΥΛΓΑΡΙΑΣ: [1209, 872, 1548, 922]
divider: [435, 1246, 624, 1247]
divider: [8, 1094, 427, 1097]
temperature-headline: ΚΑΙ ΝΕΑ ΥΦΕΣΙΣ ΤΗΣ ΘΕΡΜΟΚΡΑΣΙΑΣ: [466, 193, 593, 220]
stamp-text: ΑΘΗΝΑΙ, 9.— Τὸ ὑπουργεῖον Γεωργίας ἀνακοινοῖ ὅτι κατὰ τὰς τελευταίας ἡμέρας ἐσημειώθησαν ζημίαι εἰς καλλιεργείας. Αἱ ἁρμόδιαι ὑπηρεσίαι προβαίνουν εἰς ἐκτίμησιν τῶν ζημιῶν πρὸς ἀποζημίωσιν τῶν παραγωγῶν.: [435, 1293, 624, 1359]
divider: [1205, 279, 1552, 282]
gatherings-text-2: ΣΕΟΥΛ, 9. (Ἀσσ. Πρές).— Ὁ προέδρευων τῆς Κορέας στρατηγὸς Τσαγκ Χη - Γιοὺγκ ἔλαβεν ἐπὶ τέλους μήνυμα τοῦ προέδρου Κέννεντυ, τὸ ὁποῖον, ὅμως, δὲν περιελαμβάνετο ἡ προσκλήσις, τὴν ὁποίαν οὗτος ἐπεδίωκε. Ὁ ὁπλαρχηγὸς Κέννεντυ, ἀπαντῶν εἰς συγχαρητήριον τηλεγράφημα τοῦ Δικτάτορος, ἐκφράζει τὴν ἐλπίδα ὅτι ἡ συνεργασία τῶν δύο χωρῶν θὰ συνεχισθῇ.: [221, 999, 427, 1088]
budapest-trial-headline: ΣΥΝΕΧΙΖΕΤΑΙ ΕΙΣ ΤΗΝ ΒΟΥΔΑΠΕΣΤΗΝ Η ΔΙΚΗ ΣΤΕΛΕΧΩΝ ΤΗΣ ΚΑΘΟΛΙΚΗΣ ΕΚΚΛΗΣΙΑΣ ΔΙΚΑΖΟΜΕΝΩΝ ΔΙ' "ΑΝΤΙΚΡΑΤΙΚΑΣ" ΕΝΕΡΓΕΙΑΣ: [14, 480, 421, 526]
montevideo-subhead-1: Ἀντιαμερικανικὰς διαδηλώσεις ἐτοιμάζουν: [8, 1230, 427, 1251]
montevideo-text-2: ΜΟΝΤΕΒΙΝΤΕΟ, Οὐρουγουάης, 9. (Ἀσσ. Πρές).— Ὁ πρεσβευτὴς τῶν Η.Π. εἰς τὸν ΟΗΕ κ. Ἀντλάι Στήβενσον, ἔφθασεν ἐνταῦθα. Αἱ ὁδοὶ καὶ τὸ ἀεροδρόμιον ἦσαν ἔρημα εἰς ἔνδειξιν διαμαρτυρίας.: [221, 1276, 427, 1331]
fertilizer-headline: ΚΑΙ ΕΙΣ ΑΛΛΟΝ ΟΜΙΛΟΝ ΠΑΡΕΧΩΡΗΘΗ ΑΔΕΙΑ ΙΔΡΥΣΕΩΣ ΒΙΟΜΗΧΑΝΙΑΣ ΛΙΠΑΣΜΑΤΩΝ: [452, 452, 606, 505]
election-article: [632, 963, 1197, 1249]
hail-damage-subhead: ΖΗΜΙΑΙ ΕΚ ΧΑΛΑΖΗΣ ΕΙΣ ΤΟΝ ΝΟΜΟΝ ΘΕΣ/ΝΙΚΗΣ: [437, 223, 622, 244]
divider: [8, 472, 427, 475]
carob-subhead: Η ΠΑΡΑΓΩΓΗ ΚΕΡΑΤΙΩΝ ΕΙΣ ΤΟΝ ΚΟΛΙΝΔΡΟΝ: [235, 562, 413, 584]
purges-text: ΠΑΡΙΣΙΟΙ, 9. (Ἀσσ. Πρές).— Τὸ βουλγαρικὸν πρακτορεῖον «ΜΠΤΑ» ἀνήγγειλεν ὅτι ἐλήφθησαν ἀποφάσεις διὰ τὴν ἐκκαθάρισιν στελεχῶν τοῦ Κομμουνιστικοῦ Κόμματος Βουλγαρίας.: [1205, 969, 1375, 1024]
makarios-article: [632, 488, 1197, 664]
